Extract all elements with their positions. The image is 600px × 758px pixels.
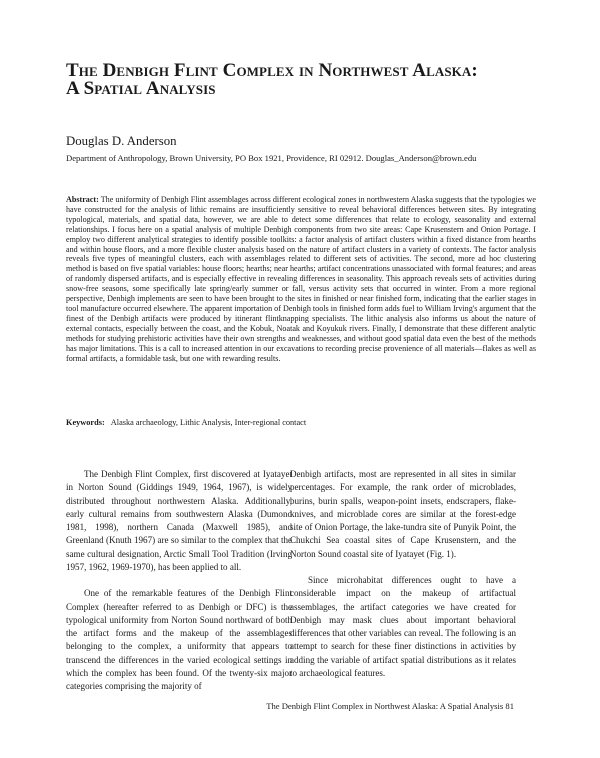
keywords-label: Keywords: [66,418,105,427]
page-footer: The Denbigh Flint Complex in Northwest Alaska: A Spatial Analysis 81 [266,701,514,711]
paper-title-line-1: The Denbigh Flint Complex in Northwest Alaska: [66,60,478,81]
keywords [66,417,306,428]
author-name: Douglas D. Anderson [66,134,177,148]
paper-title [66,62,536,98]
keywords-list: Alaska archaeology, Lithic Analysis, Inter-regional contact [110,418,307,427]
abstract-text: The uniformity of Denbigh Flint assemblages across different ecological zones in northwestern Alaska suggests that the typologies we have constructed for the analysis of lithic remains are insufficiently sensitive to reveal behavioral differences between sites. By integrating typological, materials, and spatial data, however, we are able to detect some differences that relate to ecology, seasonality and external relationships. I focus here on a spatial analysis of multiple Denbigh components from two site areas: Cape Krusenstern and Onion Portage. I employ two different analytical strategies to identify possible toolkits: a factor analysis of artifact clusters within a fixed distance from hearths and within house floors, and a more flexible cluster analysis based on the nature of artifact clusters in a variety of contexts. The factor analysis reveals five types of meaningful clusters, each with assemblages related to different sets of activities. The second, more ad hoc clustering method is based on five spatial variables: house floors; hearths; near hearths; artifact concentrations unassociated with formal features; and areas of randomly dispersed artifacts, and is especially effective in revealing differences in seasonality. This approach reveals sets of activities during snow-free seasons, some specifically late spring/early summer or fall, versus activity sets that occurred in winter. From a more regional perspective, Denbigh implements are seen to have been brought to the sites in finished or near finished form, indicating that the earlier stages in tool manufacture occurred elsewhere. The apparent importation of Denbigh tools in finished form adds fuel to William Irving's argument that the finest of the Denbigh artifacts were produced by itinerant flintknapping specialists. The lithic analysis also informs us about the nature of external contacts, especially between the coast, and the Kobuk, Noatak and Koyukuk rivers. Finally, I demonstrate that these different analytic methods for studying prehistoric activities have their own strengths and weaknesses, and without good spatial data even the best of the methods has major limitations. This is a call to increased attention in our excavations to recording precise provenience of all materials—flakes as well as formal artifacts, a formidable task, but one with rewarding results. [66,195,536,363]
body-paragraph: The Denbigh Flint Complex, first discovered at Iyatayet in Norton Sound (Giddings 1949, 1964, 1967), is widely distributed throughout northwestern Alaska. Additionally, early cultural remains from southwestern Alaska (Dumond 1981, 1998), northern Canada (Maxwell 1985), and Greenland (Knuth 1967) are so similar to the complex that the same cultural designation, Arctic Small Tool Tradition (Irving 1957, 1962, 1969-1970), has been applied to all. [66,469,292,572]
body-paragraph: One of the remarkable features of the Denbigh Flint Complex (hereafter referred to as Denbigh or DFC) is the typological uniformity from Norton Sound northward of both the artifact forms and the makeup of the assemblages belonging to the complex, a uniformity that appears to transcend the differences in the varied ecological settings in which the complex has been found. Of the twenty-six major categories comprising the majority of [66,588,292,691]
body-paragraph: Denbigh artifacts, most are represented in all sites in similar percentages. For example, the rank order of microblades, burins, burin spalls, weapon-point insets, endscrapers, flake-knives, and microblade cores are similar at the forest-edge site of Onion Portage, the lake-tundra site of Punyik Point, the Chukchi Sea coastal sites of Cape Krusenstern, and the Norton Sound coastal site of Iyatayet (Fig. 1). [290,469,516,559]
abstract [66,195,536,363]
body-column-right [290,468,516,680]
body-paragraph: Since microhabitat differences ought to have a considerable impact on the makeup of artifactual assemblages, the artifact categories we have created for Denbigh may mask clues about important behavioral differences that other variables can reveal. The following is an attempt to search for these finer distinctions in activities by adding the variable of artifact spatial distributions as it relates to archaeological features. [290,575,516,678]
author-affiliation: Department of Anthropology, Brown University, PO Box 1921, Providence, RI 02912. Douglas_Anderson@brown.edu [66,153,477,163]
body-column-left [66,468,292,693]
paper-title-line-2: A Spatial Analysis [66,78,216,99]
abstract-label: Abstract: [66,195,99,204]
